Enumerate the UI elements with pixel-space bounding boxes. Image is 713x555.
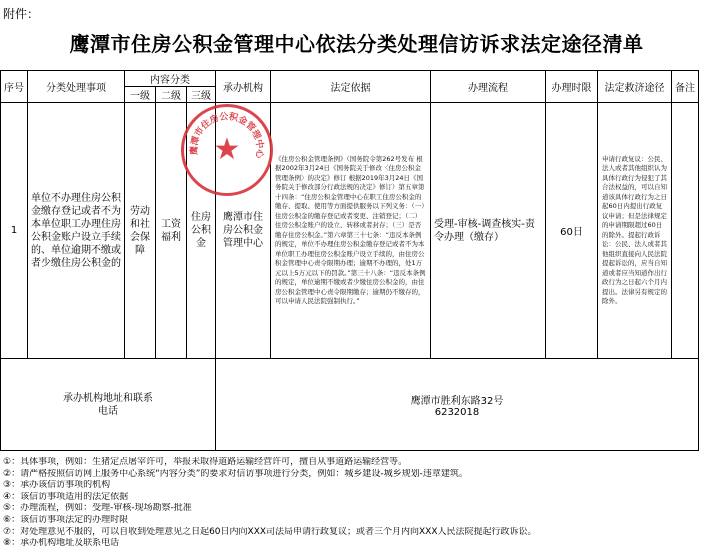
row-time-limit: 60日 [546, 103, 598, 359]
row-level3: 住房公积金 [187, 103, 216, 359]
header-seq: 序号 [1, 71, 28, 103]
note-item: ①：具体事项，例如：生猪定点屠宰许可，举报未取得道路运输经营许可，擅自从事道路运输经营等。 [3, 457, 408, 467]
row-agency: 鹰潭市住房公积金管理中心 [216, 103, 271, 359]
header-legal-basis: 法定依据 [271, 71, 431, 103]
header-content-category: 内容分类 [125, 71, 216, 87]
note-item: ⑧：承办机构地址及联系电话 [3, 538, 120, 549]
header-agency: 承办机构 [216, 71, 271, 103]
header-level2: 二级 [156, 87, 187, 103]
row-legal-basis: 《住房公积金管理条例》（国务院令第262号发布 根据2002年3月24日《国务院关于修改〈住房公积金管理条例〉的决定》修订 根据2019年3月24日《国务院关于修改部分行政法规的决定》修订）第五章第十四条：“住房公积金管理中心在职工住房公积金的缴存、提取、使用等方面提供服务以下列义务：（一）住房公积金的缴存登记或者变更、注销登记；（二）住房公积金账户的设立、转移或者封存；（三）是否缴存住房公积金。”第六章第三十七条：“违反本条例的规定，单位不办理住房公积金缴存登记或者不为本单位职工办理住房公积金账户设立手续的，由住房公积金管理中心责令限期办理；逾期不办理的，处1万元以上5万元以下的罚款。”第三十八条：“违反本条例的规定，单位逾期不缴或者少缴住房公积金的，由住房公积金管理中心责令限期缴存；逾期仍不缴存的，可以申请人民法院强制执行。” [271, 103, 431, 359]
header-process: 办理流程 [431, 71, 546, 103]
contact-info [216, 359, 699, 451]
row-level2: 工资福利 [156, 103, 187, 359]
attachment-label: 附件： [3, 7, 40, 21]
seal-text: 鹰潭市住房公积金管理中心 [189, 112, 265, 159]
header-level1: 一级 [125, 87, 156, 103]
header-remedy: 法定救济途径 [598, 71, 672, 103]
header-level3: 三级 [187, 87, 216, 103]
note-item: ③：承办该信访事项的机构 [3, 480, 111, 491]
header-category: 分类处理事项 [28, 71, 125, 103]
row-remarks [672, 103, 699, 359]
page-title: 鹰潭市住房公积金管理中心依法分类处理信访诉求法定途径清单 [69, 32, 644, 56]
contact-label-text: 承办机构地址和联系电话 [63, 392, 153, 417]
contact-label [1, 359, 216, 451]
seal-star-icon: ★ [213, 132, 241, 167]
note-item: ④：该信访事项适用的法定依据 [3, 491, 129, 502]
note-item: ⑦：对处理意见不服的，可以自收到处理意见之日起60日内向XXX司法局申请行政复议；或者三个月内向XXX人民法院提起行政诉讼。 [3, 526, 537, 537]
contact-phone: 6232018 [434, 406, 480, 418]
notes-list [3, 457, 709, 550]
header-time-limit: 办理时限 [546, 71, 598, 103]
row-seq: 1 [1, 103, 28, 359]
header-remarks: 备注 [672, 71, 699, 103]
row-level1: 劳动和社会保障 [125, 103, 156, 359]
row-category: 单位不办理住房公积金缴存登记或者不为本单位职工办理住房公积金账户设立手续的、单位逾期不缴或者少缴住房公积金的 [28, 103, 125, 359]
route-table [0, 70, 699, 451]
note-item: ⑥：该信访事项法定的办理时限 [3, 514, 129, 525]
row-remedy: 申请行政复议：公民、法人或者其他组织认为具体行政行为侵犯了其合法权益的，可以自知道该具体行政行为之日起60日内提出行政复议申请；但是法律规定的申请期限超过60日的除外。提起行政诉讼：公民、法人或者其他组织直接向人民法院提起诉讼的，应当自知道或者应当知道作出行政行为之日起六个月内提出。法律另有规定的除外。 [598, 103, 672, 359]
note-item: ⑤：办理流程，例如：受理-审核-现场勘察-批准 [3, 503, 192, 514]
note-item: ②：请严格按照信访网上服务中心系统“内容分类”的要求对信访事项进行分类，例如：城乡建设-城乡规划-违章建筑。 [3, 468, 468, 479]
table-row [1, 103, 699, 359]
contact-address: 鹰潭市胜利东路32号 [410, 395, 504, 407]
row-process: 受理-审核-调查核实-责令办理（缴存） [431, 103, 546, 359]
contact-row [1, 359, 699, 451]
